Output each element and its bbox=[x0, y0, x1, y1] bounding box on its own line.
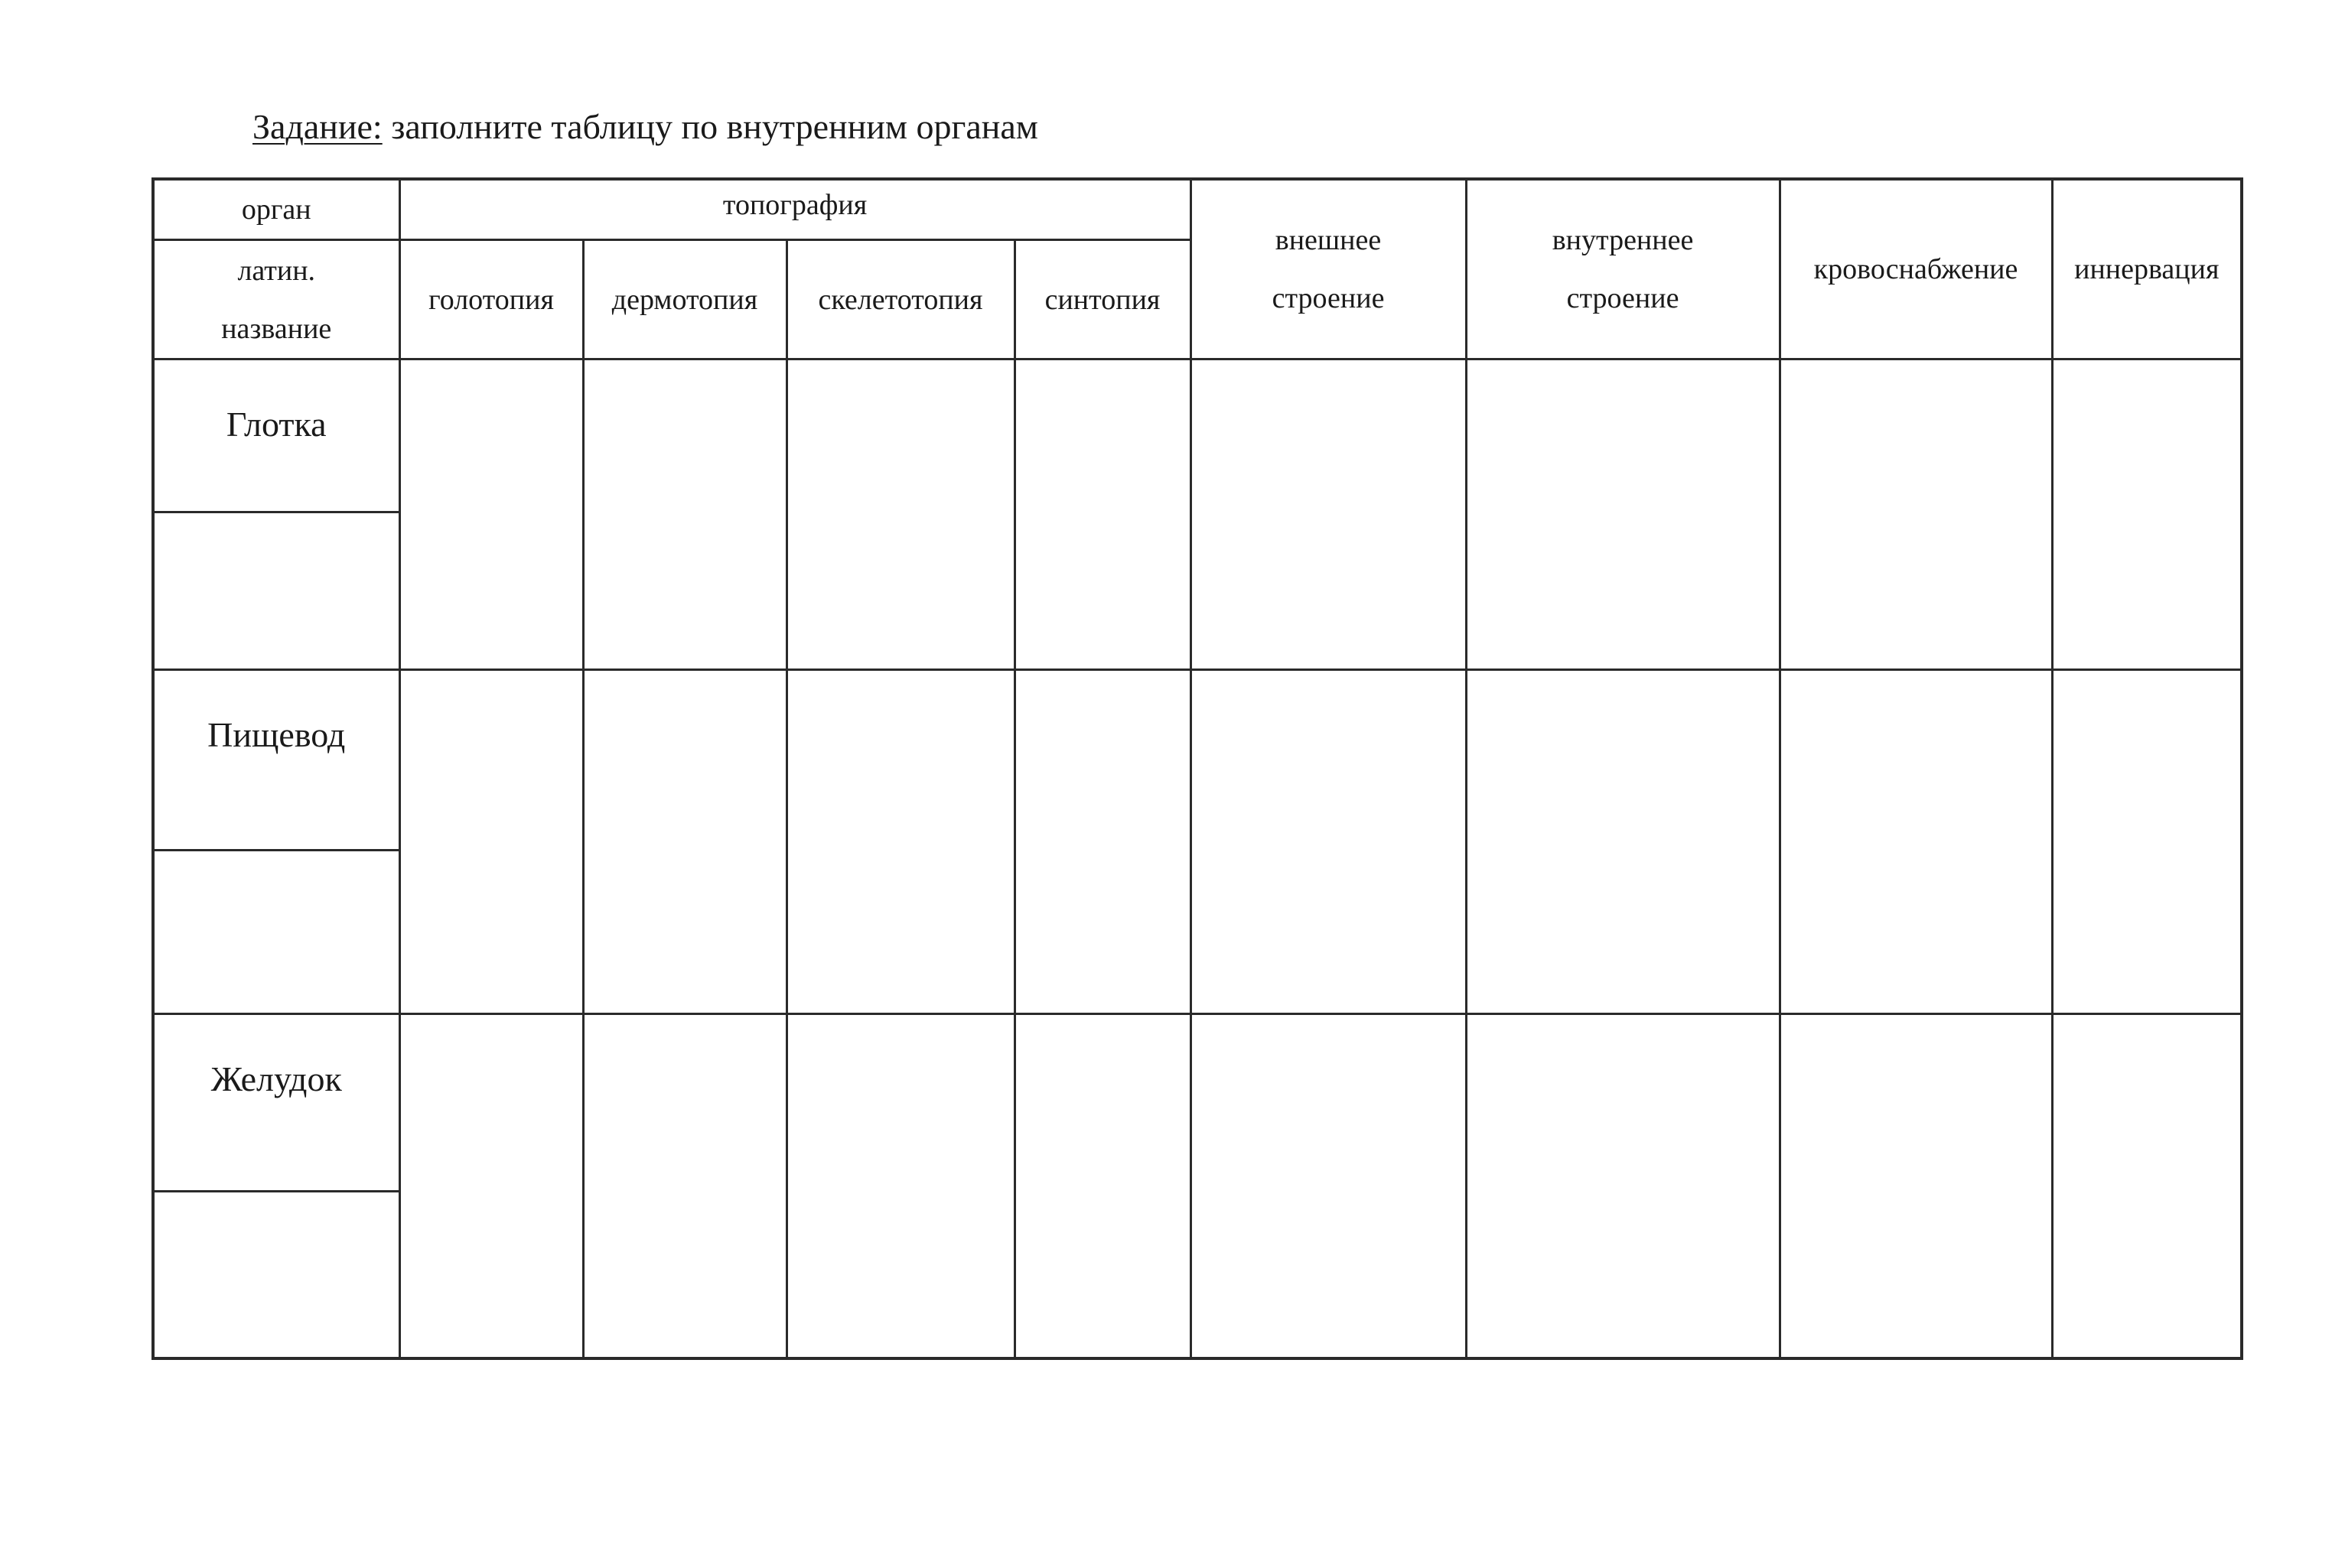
header-internal-line1: внутреннее bbox=[1552, 224, 1694, 256]
table-row bbox=[153, 359, 2242, 512]
header-latin-line1: латин. bbox=[237, 254, 316, 287]
organ-name-cell: Глотка bbox=[153, 359, 399, 512]
answer-cell-dermatotopy bbox=[583, 670, 787, 1014]
header-syntopy: синтопия bbox=[1015, 240, 1190, 359]
header-holotopy: голотопия bbox=[399, 240, 583, 359]
latin-name-answer-cell bbox=[153, 1192, 399, 1358]
answer-cell-syntopy bbox=[1015, 359, 1190, 670]
header-innervation: иннервация bbox=[2052, 179, 2242, 359]
task-text: заполните таблицу по внутренним органам bbox=[382, 107, 1038, 146]
header-latin-name bbox=[153, 240, 399, 359]
header-skeletotopy: скелетотопия bbox=[787, 240, 1015, 359]
header-dermatotopy: дермотопия bbox=[583, 240, 787, 359]
header-topography: топография bbox=[399, 179, 1190, 240]
header-external-line1: внешнее bbox=[1275, 224, 1382, 256]
header-internal-line2: строение bbox=[1566, 282, 1679, 314]
header-internal-structure bbox=[1466, 179, 1780, 359]
answer-cell-internal bbox=[1466, 1014, 1780, 1358]
answer-cell-external bbox=[1190, 670, 1466, 1014]
organ-name-cell: Желудок bbox=[153, 1014, 399, 1192]
answer-cell-internal bbox=[1466, 359, 1780, 670]
header-latin-line2: название bbox=[221, 312, 332, 345]
header-external-line2: строение bbox=[1272, 282, 1385, 314]
answer-cell-skeletotopy bbox=[787, 670, 1015, 1014]
table-row bbox=[153, 670, 2242, 851]
answer-cell-blood-supply bbox=[1780, 359, 2052, 670]
answer-cell-skeletotopy bbox=[787, 1014, 1015, 1358]
answer-cell-innervation bbox=[2052, 1014, 2242, 1358]
answer-cell-blood-supply bbox=[1780, 670, 2052, 1014]
answer-cell-external bbox=[1190, 1014, 1466, 1358]
answer-cell-syntopy bbox=[1015, 670, 1190, 1014]
header-organ: орган bbox=[153, 179, 399, 240]
header-blood-supply: кровоснабжение bbox=[1780, 179, 2052, 359]
answer-cell-innervation bbox=[2052, 670, 2242, 1014]
table-row bbox=[153, 1014, 2242, 1192]
answer-cell-external bbox=[1190, 359, 1466, 670]
organ-table bbox=[151, 177, 2243, 1360]
organ-name-cell: Пищевод bbox=[153, 670, 399, 851]
header-external-structure bbox=[1190, 179, 1466, 359]
answer-cell-blood-supply bbox=[1780, 1014, 2052, 1358]
answer-cell-innervation bbox=[2052, 359, 2242, 670]
answer-cell-holotopy bbox=[399, 359, 583, 670]
answer-cell-dermatotopy bbox=[583, 359, 787, 670]
task-label: Задание: bbox=[252, 107, 383, 146]
answer-cell-dermatotopy bbox=[583, 1014, 787, 1358]
answer-cell-internal bbox=[1466, 670, 1780, 1014]
task-instruction bbox=[252, 104, 1038, 150]
answer-cell-syntopy bbox=[1015, 1014, 1190, 1358]
latin-name-answer-cell bbox=[153, 512, 399, 670]
latin-name-answer-cell bbox=[153, 851, 399, 1014]
answer-cell-holotopy bbox=[399, 670, 583, 1014]
answer-cell-skeletotopy bbox=[787, 359, 1015, 670]
answer-cell-holotopy bbox=[399, 1014, 583, 1358]
